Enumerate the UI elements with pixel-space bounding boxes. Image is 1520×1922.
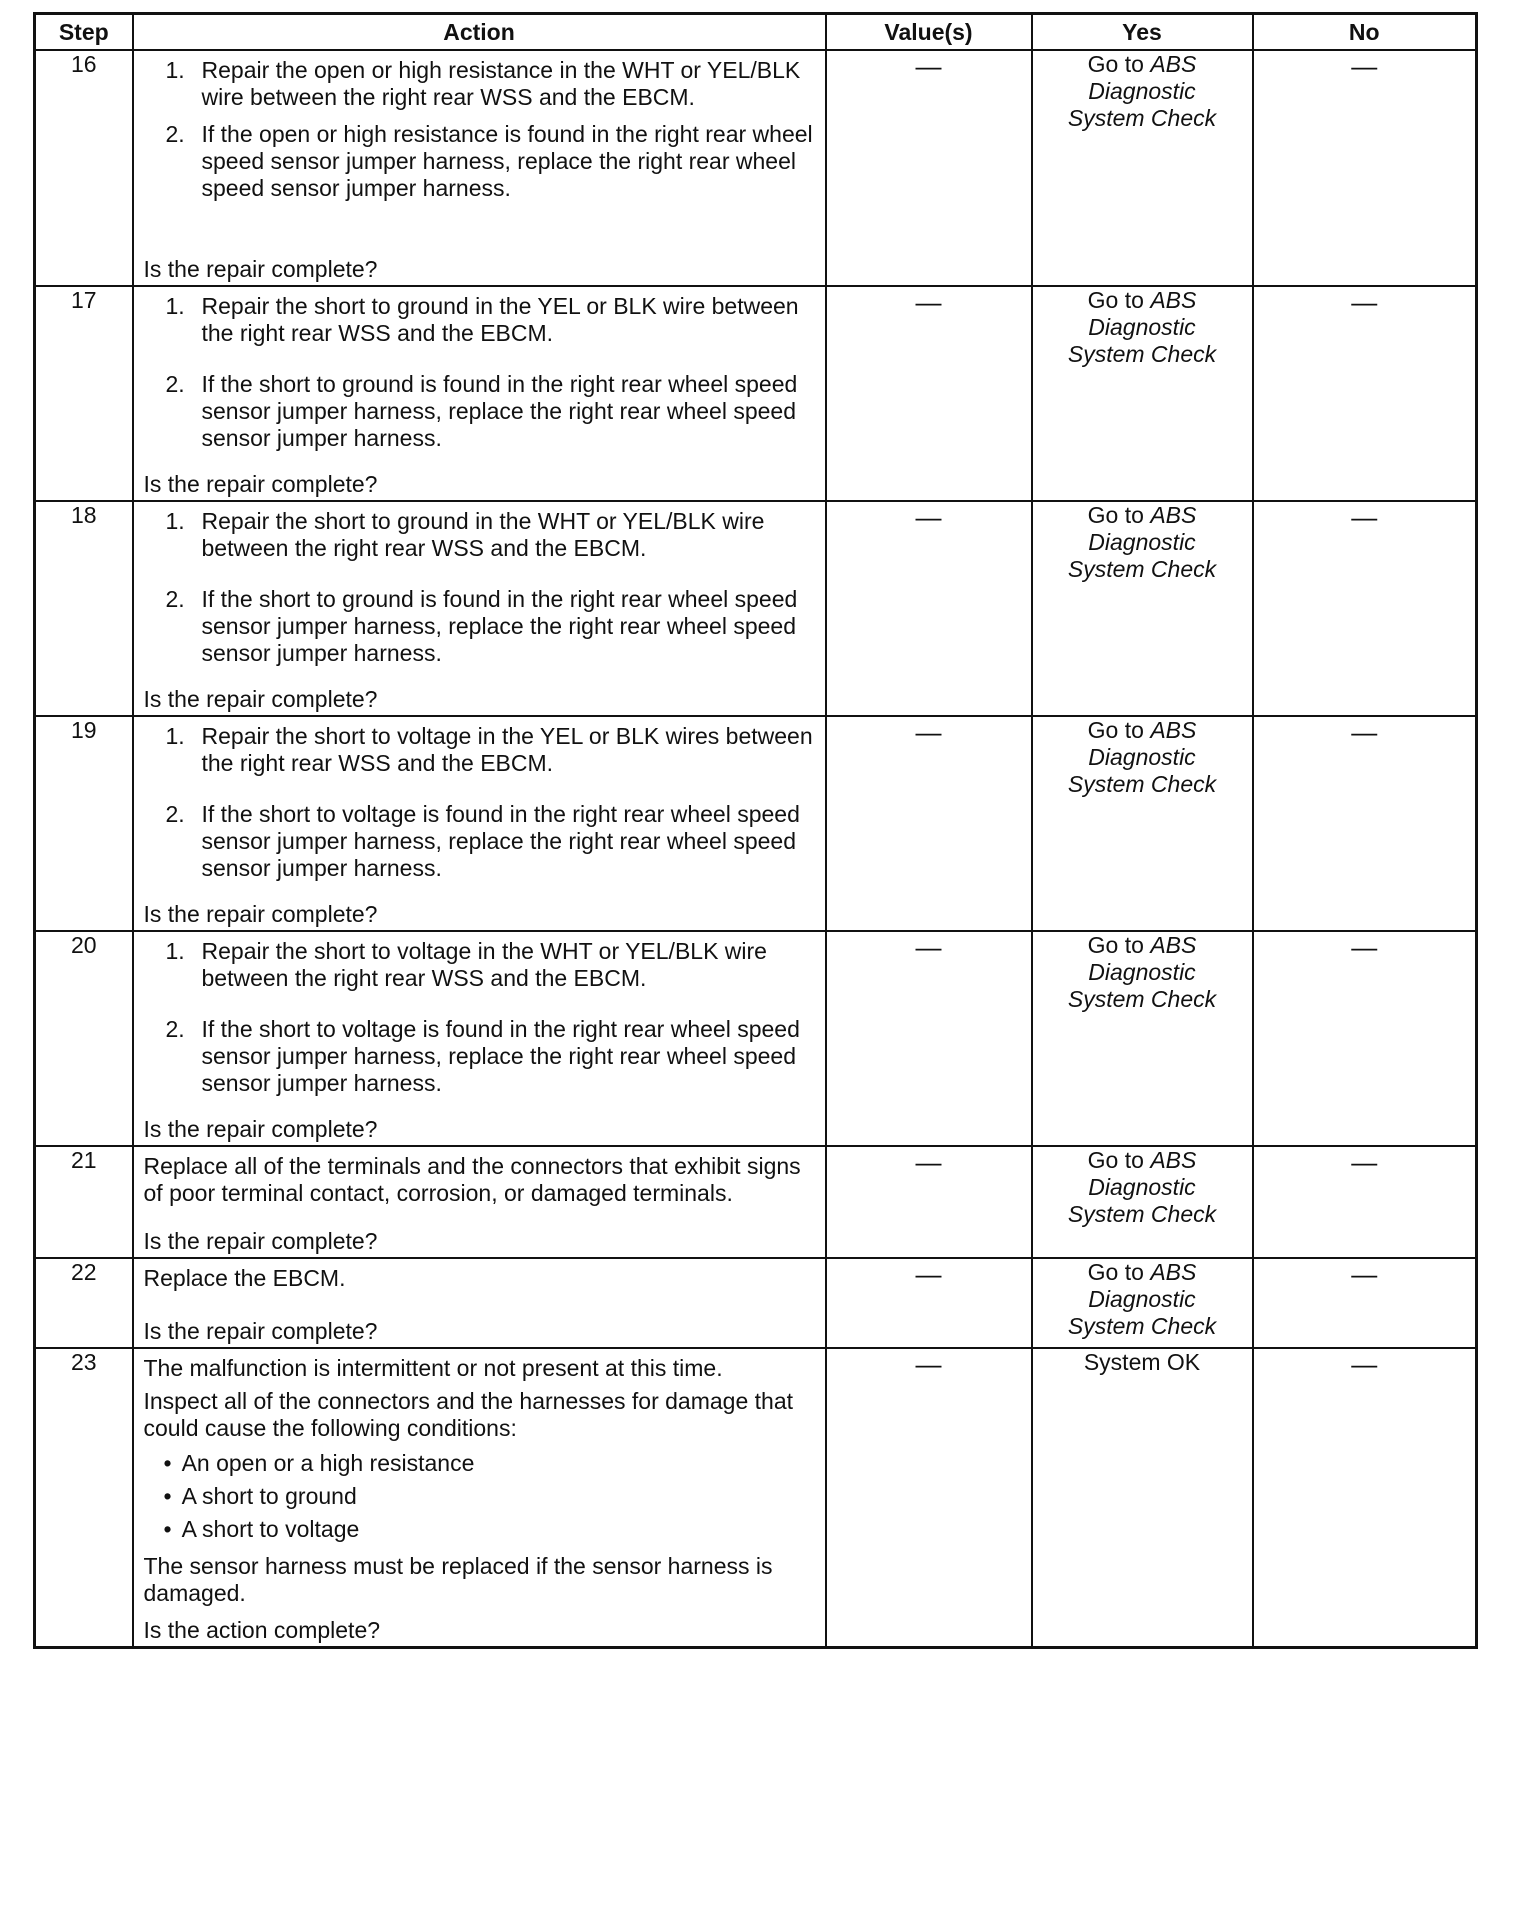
yes-result: System OK bbox=[1032, 1348, 1253, 1648]
header-action: Action bbox=[133, 14, 826, 51]
yes-goto-link[interactable]: Go to ABS Diagnostic System Check bbox=[1032, 501, 1253, 716]
header-yes: Yes bbox=[1032, 14, 1253, 51]
no-cell: — bbox=[1253, 1348, 1477, 1648]
header-no: No bbox=[1253, 14, 1477, 51]
action-step: 2. If the short to ground is found in the right rear wheel speed sensor jumper harness, replace the right rear wheel speed sensor jumper harness. bbox=[165, 586, 798, 666]
table-row bbox=[35, 286, 1477, 501]
yes-goto-link[interactable]: Go to ABS Diagnostic System Check bbox=[1032, 716, 1253, 931]
step-number: 22 bbox=[35, 1258, 133, 1348]
condition-list bbox=[144, 1450, 815, 1549]
no-cell: — bbox=[1253, 931, 1477, 1146]
no-cell: — bbox=[1253, 501, 1477, 716]
yes-goto-link[interactable]: Go to ABS Diagnostic System Check bbox=[1032, 50, 1253, 286]
value-cell: — bbox=[826, 1146, 1032, 1258]
action-steps bbox=[144, 293, 815, 462]
header-values: Value(s) bbox=[826, 14, 1032, 51]
header-step: Step bbox=[35, 14, 133, 51]
action-step: 1. Repair the open or high resistance in the WHT or YEL/BLK wire between the right rear WSS and the EBCM. bbox=[165, 57, 801, 110]
value-cell: — bbox=[826, 931, 1032, 1146]
table-row bbox=[35, 931, 1477, 1146]
action-cell bbox=[133, 1258, 826, 1348]
no-cell: — bbox=[1253, 1146, 1477, 1258]
value-cell: — bbox=[826, 1348, 1032, 1648]
action-cell bbox=[133, 1348, 826, 1648]
table-row bbox=[35, 501, 1477, 716]
action-cell bbox=[133, 501, 826, 716]
no-cell: — bbox=[1253, 716, 1477, 931]
table-row bbox=[35, 1146, 1477, 1258]
step-number: 20 bbox=[35, 931, 133, 1146]
table-row bbox=[35, 716, 1477, 931]
diagnostic-table-page bbox=[33, 12, 1475, 1649]
action-step: 1. Repair the short to voltage in the YEL or BLK wires between the right rear WSS and the EBCM. bbox=[165, 723, 813, 776]
table-row bbox=[35, 1348, 1477, 1648]
yes-goto-link[interactable]: Go to ABS Diagnostic System Check bbox=[1032, 1146, 1253, 1258]
table-header-row bbox=[35, 14, 1477, 51]
action-step: 2. If the short to voltage is found in the right rear wheel speed sensor jumper harness, replace the right rear wheel speed sensor jumper harness. bbox=[165, 1016, 800, 1096]
action-question: Is the repair complete? bbox=[143, 901, 378, 927]
yes-goto-link[interactable]: Go to ABS Diagnostic System Check bbox=[1032, 931, 1253, 1146]
action-text: Replace the EBCM. bbox=[143, 1265, 346, 1291]
step-number: 17 bbox=[35, 286, 133, 501]
step-number: 16 bbox=[35, 50, 133, 286]
action-steps bbox=[144, 57, 815, 212]
list-item: • An open or a high resistance bbox=[164, 1450, 815, 1477]
action-question: Is the repair complete? bbox=[143, 1318, 378, 1344]
action-note: The sensor harness must be replaced if the sensor harness is damaged. bbox=[143, 1553, 773, 1606]
action-steps bbox=[144, 723, 815, 892]
list-item: • A short to ground bbox=[164, 1483, 815, 1510]
step-number: 23 bbox=[35, 1348, 133, 1648]
yes-goto-link[interactable]: Go to ABS Diagnostic System Check bbox=[1032, 1258, 1253, 1348]
action-inspect: Inspect all of the connectors and the harnesses for damage that could cause the following conditions: bbox=[143, 1388, 794, 1441]
action-cell bbox=[133, 716, 826, 931]
value-cell: — bbox=[826, 716, 1032, 931]
action-step: 1. Repair the short to ground in the YEL or BLK wire between the right rear WSS and the EBCM. bbox=[165, 293, 799, 346]
no-cell: — bbox=[1253, 50, 1477, 286]
action-question: Is the repair complete? bbox=[143, 256, 378, 282]
action-question: Is the repair complete? bbox=[143, 1116, 378, 1142]
no-cell: — bbox=[1253, 286, 1477, 501]
action-steps bbox=[144, 938, 815, 1107]
value-cell: — bbox=[826, 286, 1032, 501]
action-question: Is the repair complete? bbox=[143, 686, 378, 712]
value-cell: — bbox=[826, 1258, 1032, 1348]
yes-goto-link[interactable]: Go to ABS Diagnostic System Check bbox=[1032, 286, 1253, 501]
table-row bbox=[35, 1258, 1477, 1348]
no-cell: — bbox=[1253, 1258, 1477, 1348]
action-step: 2. If the short to ground is found in the right rear wheel speed sensor jumper harness, replace the right rear wheel speed sensor jumper harness. bbox=[165, 371, 798, 451]
action-question: Is the action complete? bbox=[143, 1617, 381, 1643]
table-row bbox=[35, 50, 1477, 286]
value-cell: — bbox=[826, 50, 1032, 286]
action-steps bbox=[144, 508, 815, 677]
action-step: 2. If the open or high resistance is found in the right rear wheel speed sensor jumper harness, replace the right rear wheel speed sensor jumper harness. bbox=[165, 121, 813, 201]
action-intro: The malfunction is intermittent or not present at this time. bbox=[143, 1355, 723, 1381]
action-cell bbox=[133, 50, 826, 286]
diagnostic-table bbox=[33, 12, 1478, 1649]
action-step: 1. Repair the short to voltage in the WHT or YEL/BLK wire between the right rear WSS and the EBCM. bbox=[165, 938, 767, 991]
action-cell bbox=[133, 286, 826, 501]
list-item: • A short to voltage bbox=[164, 1516, 815, 1543]
action-step: 1. Repair the short to ground in the WHT or YEL/BLK wire between the right rear WSS and the EBCM. bbox=[165, 508, 765, 561]
step-number: 19 bbox=[35, 716, 133, 931]
step-number: 21 bbox=[35, 1146, 133, 1258]
step-number: 18 bbox=[35, 501, 133, 716]
action-text: Replace all of the terminals and the connectors that exhibit signs of poor terminal contact, corrosion, or damaged terminals. bbox=[143, 1153, 801, 1206]
action-question: Is the repair complete? bbox=[143, 471, 378, 497]
action-cell bbox=[133, 931, 826, 1146]
action-cell bbox=[133, 1146, 826, 1258]
action-step: 2. If the short to voltage is found in the right rear wheel speed sensor jumper harness, replace the right rear wheel speed sensor jumper harness. bbox=[165, 801, 800, 881]
value-cell: — bbox=[826, 501, 1032, 716]
action-question: Is the repair complete? bbox=[143, 1228, 378, 1254]
